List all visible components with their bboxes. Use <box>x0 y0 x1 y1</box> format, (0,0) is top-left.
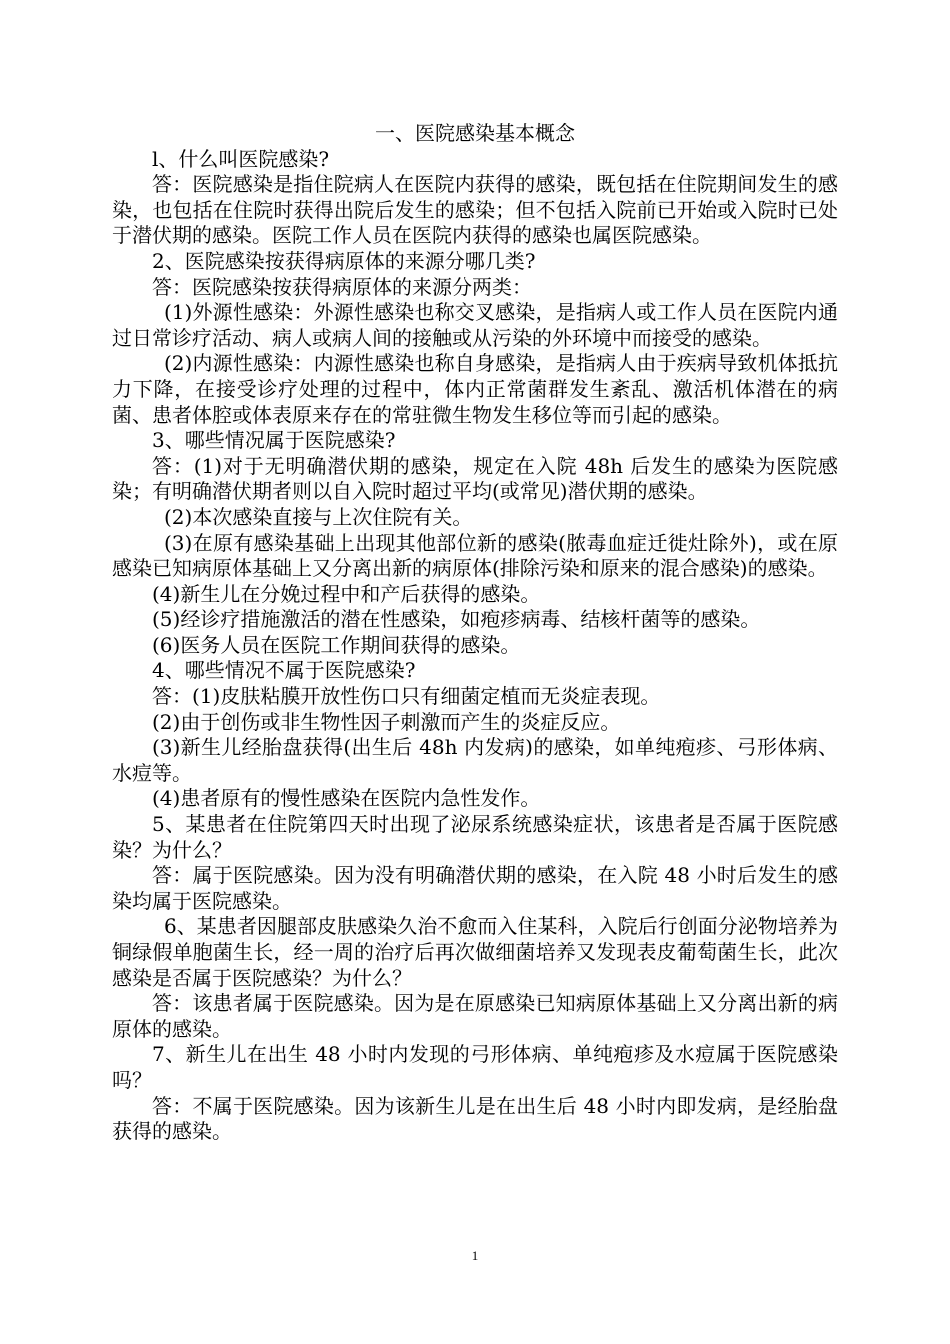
document-body <box>112 121 838 1145</box>
answer-paragraph: (5)经诊疗措施激活的潜在性感染，如疱疹病毒、结核杆菌等的感染。 <box>152 607 761 632</box>
question-paragraph: 4、哪些情况不属于医院感染? <box>152 658 416 683</box>
answer-paragraph: 答：医院感染按获得病原体的来源分两类： <box>152 274 532 299</box>
answer-paragraph: (6)医务人员在医院工作期间获得的感染。 <box>152 632 521 657</box>
answer-paragraph: (4)新生儿在分娩过程中和产后获得的感染。 <box>152 581 541 606</box>
sub-item-paragraph: (1)外源性感染：外源性感染也称交叉感染，是指病人或工作人员在医院内通过日常诊疗活动、病人或病人间的接触或从污染的外环境中而接受的感染。 <box>112 300 838 350</box>
answer-paragraph: 答：属于医院感染。因为没有明确潜伏期的感染，在入院 48 小时后发生的感染均属于医院感染。 <box>112 863 838 913</box>
sub-item-paragraph: (2)内源性感染：内源性感染也称自身感染，是指病人由于疾病导致机体抵抗力下降，在接受诊疗处理的过程中，体内正常菌群发生紊乱、激活机体潜在的病菌、患者体腔或体表原来存在的常驻微生物发生移位等而引起的感染。 <box>112 351 838 427</box>
question-paragraph: 5、某患者在住院第四天时出现了泌尿系统感染症状，该患者是否属于医院感染？为什么？ <box>112 812 838 862</box>
answer-paragraph: 答：(1)对于无明确潜伏期的感染，规定在入院 48h 后发生的感染为医院感染；有明确潜伏期者则以自入院时超过平均(或常见)潜伏期的感染。 <box>112 453 838 504</box>
answer-paragraph: (3)新生儿经胎盘获得(出生后 48h 内发病)的感染，如单纯疱疹、弓形体病、水痘等。 <box>112 735 838 785</box>
answer-paragraph: 答：不属于医院感染。因为该新生儿是在出生后 48 小时内即发病，是经胎盘获得的感染。 <box>112 1093 838 1144</box>
answer-paragraph: (2)由于创伤或非生物性因子刺激而产生的炎症反应。 <box>152 709 621 734</box>
answer-paragraph: (4)患者原有的慢性感染在医院内急性发作。 <box>152 786 541 811</box>
sub-item-paragraph: (3)在原有感染基础上出现其他部位新的感染(脓毒血症迁徙灶除外)，或在原感染已知病原体基础上又分离出新的病原体(排除污染和原来的混合感染)的感染。 <box>112 530 838 581</box>
answer-paragraph: 答：该患者属于医院感染。因为是在原感染已知病原体基础上又分离出新的病原体的感染。 <box>112 991 838 1041</box>
question-paragraph: 2、医院感染按获得病原体的来源分哪几类? <box>152 248 536 273</box>
answer-paragraph: 答：医院感染是指住院病人在医院内获得的感染，既包括在住院期间发生的感染，也包括在住院时获得出院后发生的感染；但不包括入院前已开始或入院时已处于潜伏期的感染。医院工作人员在医院内获得的感染也属医院感染。 <box>112 172 838 248</box>
answer-paragraph: 答：(1)皮肤粘膜开放性伤口只有细菌定植而无炎症表现。 <box>152 684 661 709</box>
sub-item-paragraph: 6、某患者因腿部皮肤感染久治不愈而入住某科，入院后行创面分泌物培养为铜绿假单胞菌生长，经一周的治疗后再次做细菌培养又发现表皮葡萄菌生长，此次感染是否属于医院感染？为什么？ <box>112 914 838 990</box>
question-paragraph: l、什么叫医院感染? <box>152 146 330 171</box>
question-paragraph: 3、哪些情况属于医院感染? <box>152 428 396 453</box>
sub-item-paragraph: (2)本次感染直接与上次住院有关。 <box>164 504 473 529</box>
section-title: 一、医院感染基本概念 <box>375 121 575 145</box>
question-paragraph: 7、新生儿在出生 48 小时内发现的弓形体病、单纯疱疹及水痘属于医院感染吗？ <box>112 1042 838 1092</box>
paragraph-list <box>112 147 838 1145</box>
page-number: 1 <box>471 1248 479 1263</box>
